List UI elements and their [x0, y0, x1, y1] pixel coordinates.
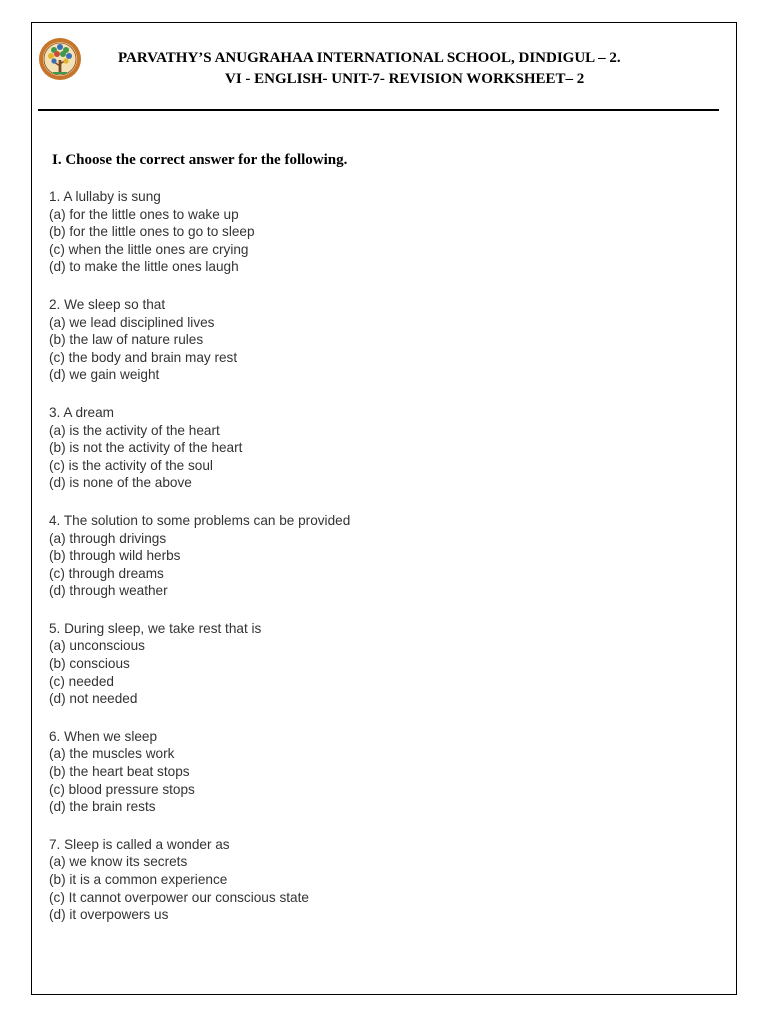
question-stem: 4. The solution to some problems can be provided: [49, 512, 351, 528]
question-stem: 7. Sleep is called a wonder as: [49, 836, 230, 852]
option-d: (d) is none of the above: [49, 475, 192, 491]
option-d: (d) it overpowers us: [49, 907, 169, 923]
option-a: (a) we know its secrets: [49, 854, 188, 870]
option-a: (a) the muscles work: [49, 746, 175, 762]
school-tree-emblem-icon: [34, 36, 86, 82]
option-b: (b) is not the activity of the heart: [49, 440, 243, 456]
option-c: (c) through dreams: [49, 565, 164, 581]
option-c: (c) the body and brain may rest: [49, 349, 238, 365]
option-a: (a) for the little ones to wake up: [49, 206, 239, 222]
question-3: [49, 404, 709, 492]
option-a: (a) unconscious: [49, 638, 145, 654]
option-c: (c) It cannot overpower our conscious state: [49, 889, 309, 905]
option-a: (a) we lead disciplined lives: [49, 314, 215, 330]
question-stem: 1. A lullaby is sung: [49, 189, 161, 204]
option-d: (d) we gain weight: [49, 367, 160, 383]
question-6: [49, 728, 709, 816]
question-stem: 6. When we sleep: [49, 728, 158, 744]
option-d: (d) the brain rests: [49, 799, 156, 815]
question-4: [49, 512, 709, 600]
question-1: [49, 188, 709, 276]
header-divider: [38, 109, 719, 111]
option-d: (d) to make the little ones laugh: [49, 259, 239, 275]
option-d: (d) through weather: [49, 583, 168, 599]
option-b: (b) the law of nature rules: [49, 332, 204, 348]
question-list: [49, 188, 709, 944]
option-d: (d) not needed: [49, 691, 138, 707]
option-b: (b) it is a common experience: [49, 872, 228, 887]
option-b: (b) for the little ones to go to sleep: [49, 224, 255, 240]
option-c: (c) is the activity of the soul: [49, 457, 213, 473]
question-2: [49, 296, 709, 384]
option-c: (c) blood pressure stops: [49, 781, 195, 797]
section-heading: I. Choose the correct answer for the following.: [52, 152, 348, 168]
question-7: [49, 836, 709, 924]
question-5: [49, 620, 709, 708]
question-stem: 2. We sleep so that: [49, 296, 166, 312]
school-logo-svg: [34, 36, 86, 82]
question-stem: 5. During sleep, we take rest that is: [49, 620, 262, 636]
school-name-heading: PARVATHY’S ANUGRAHAA INTERNATIONAL SCHOOL, DINDIGUL – 2.: [118, 50, 621, 66]
option-b: (b) conscious: [49, 656, 130, 672]
option-b: (b) the heart beat stops: [49, 764, 190, 780]
option-a: (a) is the activity of the heart: [49, 422, 220, 438]
option-c: (c) needed: [49, 673, 114, 689]
option-a: (a) through drivings: [49, 530, 167, 546]
worksheet-title: VI - ENGLISH- UNIT-7- REVISION WORKSHEET– 2: [225, 71, 585, 87]
option-b: (b) through wild herbs: [49, 548, 181, 564]
question-stem: 3. A dream: [49, 404, 114, 420]
option-c: (c) when the little ones are crying: [49, 241, 249, 257]
